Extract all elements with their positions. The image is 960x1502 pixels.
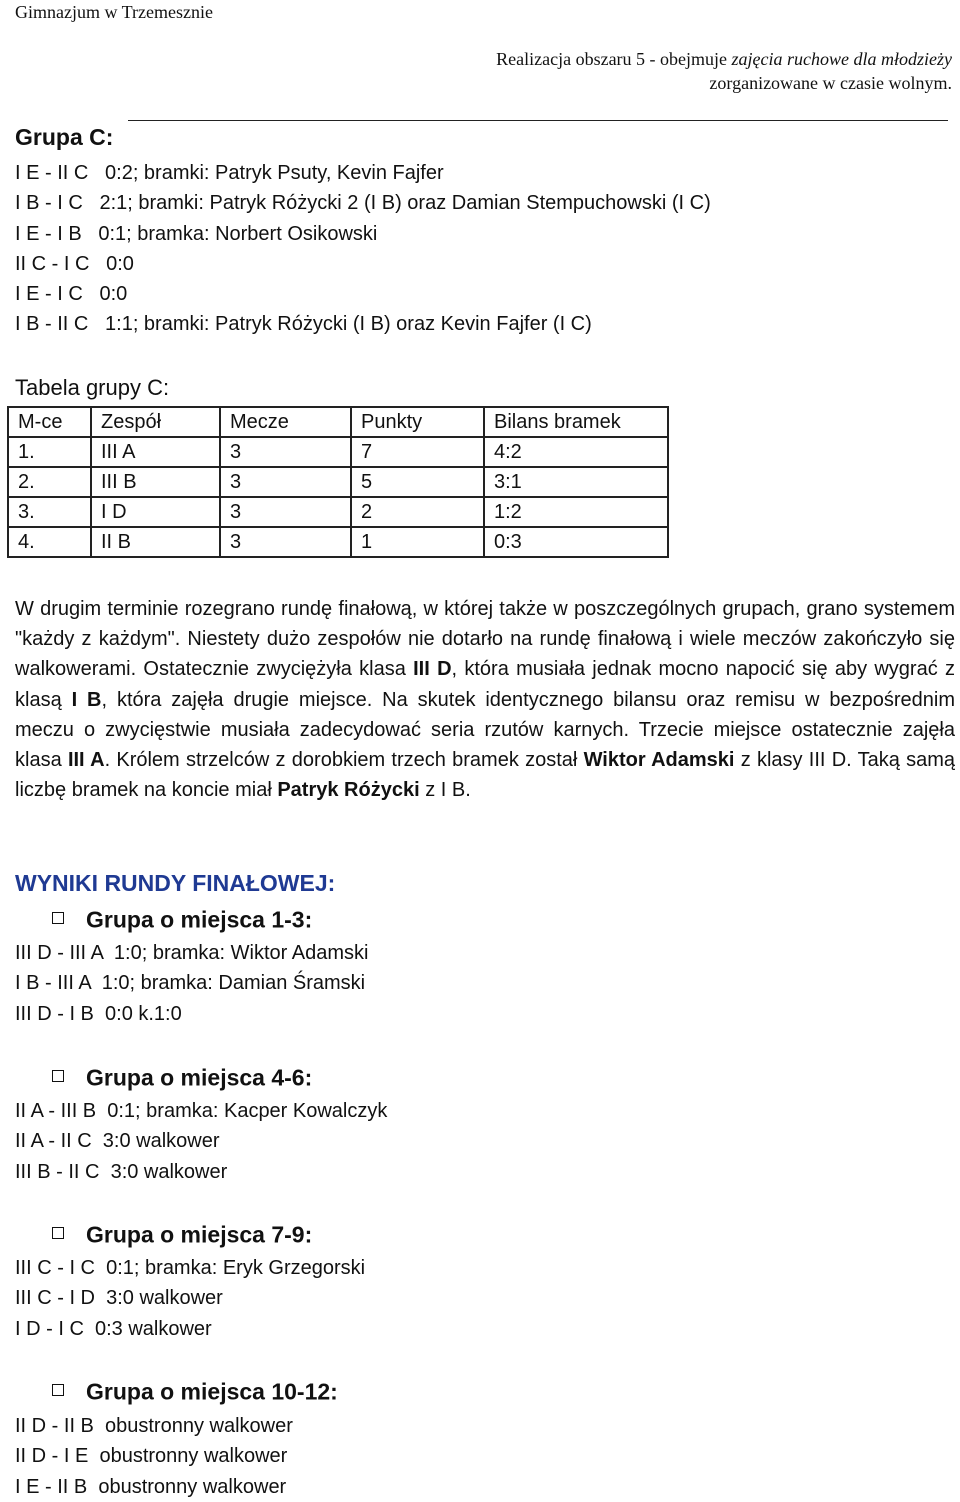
table-header-cell: M-ce: [8, 407, 91, 437]
table-cell: I D: [91, 497, 220, 527]
match-line: II D - I E obustronny walkower: [15, 1445, 288, 1468]
table-cell: 2: [351, 497, 484, 527]
paragraph-text: z klasy III D. Taką samą liczbę bramek na koncie miał: [15, 749, 955, 802]
match-line: III D - I B 0:0 k.1:0: [15, 1002, 182, 1025]
finals-group-heading: [52, 1220, 312, 1248]
table-header-cell: Zespół: [91, 407, 220, 437]
match-line: II D - II B obustronny walkower: [15, 1415, 293, 1437]
table-header-cell: Punkty: [351, 407, 484, 437]
paragraph-bold: Wiktor Adamski: [583, 749, 735, 772]
group-c-title: Grupa C:: [15, 124, 114, 150]
checkbox-bullet-icon: [52, 1227, 64, 1239]
finals-group-title: Grupa o miejsca 10-12:: [86, 1378, 338, 1405]
table-cell: 5: [351, 467, 484, 497]
table-cell: II B: [91, 527, 220, 557]
table-cell: III B: [91, 467, 220, 497]
match-line: III D - III A 1:0; bramka: Wiktor Adamski: [15, 942, 369, 964]
match-line: I B - I C 2:1; bramki: Patryk Różycki 2 (I B) oraz Damian Stempuchowski (I C): [15, 192, 711, 215]
group-c-matches: [15, 158, 711, 340]
table-cell: 4.: [8, 527, 91, 557]
table-cell: 1.: [8, 437, 91, 467]
table-cell: 3: [220, 437, 351, 467]
finals-group-matches: [15, 938, 368, 1029]
table-cell: 0:3: [484, 527, 668, 557]
paragraph-bold: III D: [413, 658, 452, 681]
table-cell: 1: [351, 527, 484, 557]
paragraph-bold: Patryk Różycki: [277, 779, 420, 802]
table-row: [8, 467, 668, 497]
match-line: III C - I C 0:1; bramka: Eryk Grzegorski: [15, 1257, 366, 1279]
table-title: Tabela grupy C:: [15, 375, 170, 400]
standings-table: [7, 406, 669, 558]
paragraph-bold: I B: [71, 688, 102, 711]
header-school-name: Gimnazjum w Trzemesznie: [15, 2, 213, 22]
finals-group-title: Grupa o miejsca 4-6:: [86, 1064, 313, 1091]
table-cell: III A: [91, 437, 220, 467]
finals-group-matches: [15, 1096, 387, 1187]
match-line: III C - I D 3:0 walkower: [15, 1287, 223, 1310]
match-line: II C - I C 0:0: [15, 252, 134, 275]
finals-group-title: Grupa o miejsca 1-3:: [86, 906, 313, 933]
finals-group-heading: [52, 1063, 312, 1091]
table-cell: 3:1: [484, 467, 668, 497]
match-line: II A - III B 0:1; bramka: Kacper Kowalczyk: [15, 1100, 388, 1122]
finals-group-heading: [52, 1377, 338, 1405]
table-header-cell: Mecze: [220, 407, 351, 437]
match-line: I B - II C 1:1; bramki: Patryk Różycki (I B) oraz Kevin Fajfer (I C): [15, 313, 592, 336]
table-cell: 3: [220, 467, 351, 497]
finals-group-matches: [15, 1253, 365, 1344]
match-line: I E - I B 0:1; bramka: Norbert Osikowski: [15, 222, 378, 245]
table-cell: 3.: [8, 497, 91, 527]
table-cell: 2.: [8, 467, 91, 497]
match-line: I B - III A 1:0; bramka: Damian Śramski: [15, 972, 366, 995]
header-note-italic: zajęcia ruchowe dla młodzieży: [731, 49, 952, 69]
table-header-cell: Bilans bramek: [484, 407, 668, 437]
summary-paragraph: [15, 594, 955, 805]
finals-group-title: Grupa o miejsca 7-9:: [86, 1221, 313, 1248]
table-cell: 4:2: [484, 437, 668, 467]
header-note-prefix: Realizacja obszaru 5 - obejmuje: [496, 49, 732, 69]
header-note-line2: zorganizowane w czasie wolnym.: [709, 73, 952, 93]
header-divider: [128, 120, 948, 121]
finals-group-heading: [52, 905, 312, 933]
paragraph-text: , która musiała jednak mocno napocić się aby wygrać z klasą: [15, 658, 955, 711]
match-line: II A - II C 3:0 walkower: [15, 1130, 220, 1153]
checkbox-bullet-icon: [52, 1070, 64, 1082]
match-line: I E - II B obustronny walkower: [15, 1475, 287, 1498]
finals-group-matches: [15, 1411, 293, 1502]
header-note-line1: [496, 47, 952, 71]
match-line: I E - I C 0:0: [15, 283, 128, 306]
table-cell: 3: [220, 497, 351, 527]
paragraph-text: . Królem strzelców z dorobkiem trzech bramek został: [104, 749, 584, 772]
paragraph-text: W drugim terminie rozegrano rundę finałową, w której także w poszczególnych grupach, grano systemem "każdy z każdym". Niestety dużo zespołów nie dotarło na rundę finałową i wiele meczów zakończyło się walkowerami. Ostatecznie zwyciężyła klasa: [15, 598, 955, 681]
table-header-row: [8, 407, 668, 437]
finals-title: WYNIKI RUNDY FINAŁOWEJ:: [15, 870, 336, 896]
table-cell: 1:2: [484, 497, 668, 527]
table-row: [8, 437, 668, 467]
checkbox-bullet-icon: [52, 1384, 64, 1396]
table-cell: 3: [220, 527, 351, 557]
match-line: I E - II C 0:2; bramki: Patryk Psuty, Kevin Fajfer: [15, 162, 444, 184]
match-line: III B - II C 3:0 walkower: [15, 1160, 228, 1183]
match-line: I D - I C 0:3 walkower: [15, 1317, 212, 1340]
table-row: [8, 527, 668, 557]
paragraph-text: z I B.: [419, 779, 471, 802]
table-cell: 7: [351, 437, 484, 467]
paragraph-bold: III A: [67, 749, 105, 772]
paragraph-text: , która zajęła drugie miejsce. Na skutek identycznego bilansu oraz remisu w bezpośrednim meczu o zwycięstwie musiała zadecydować seria rzutów karnych. Trzecie miejsce ostatecznie zajęła klasa: [15, 688, 956, 772]
checkbox-bullet-icon: [52, 912, 64, 924]
table-row: [8, 497, 668, 527]
header-note: [496, 47, 952, 95]
